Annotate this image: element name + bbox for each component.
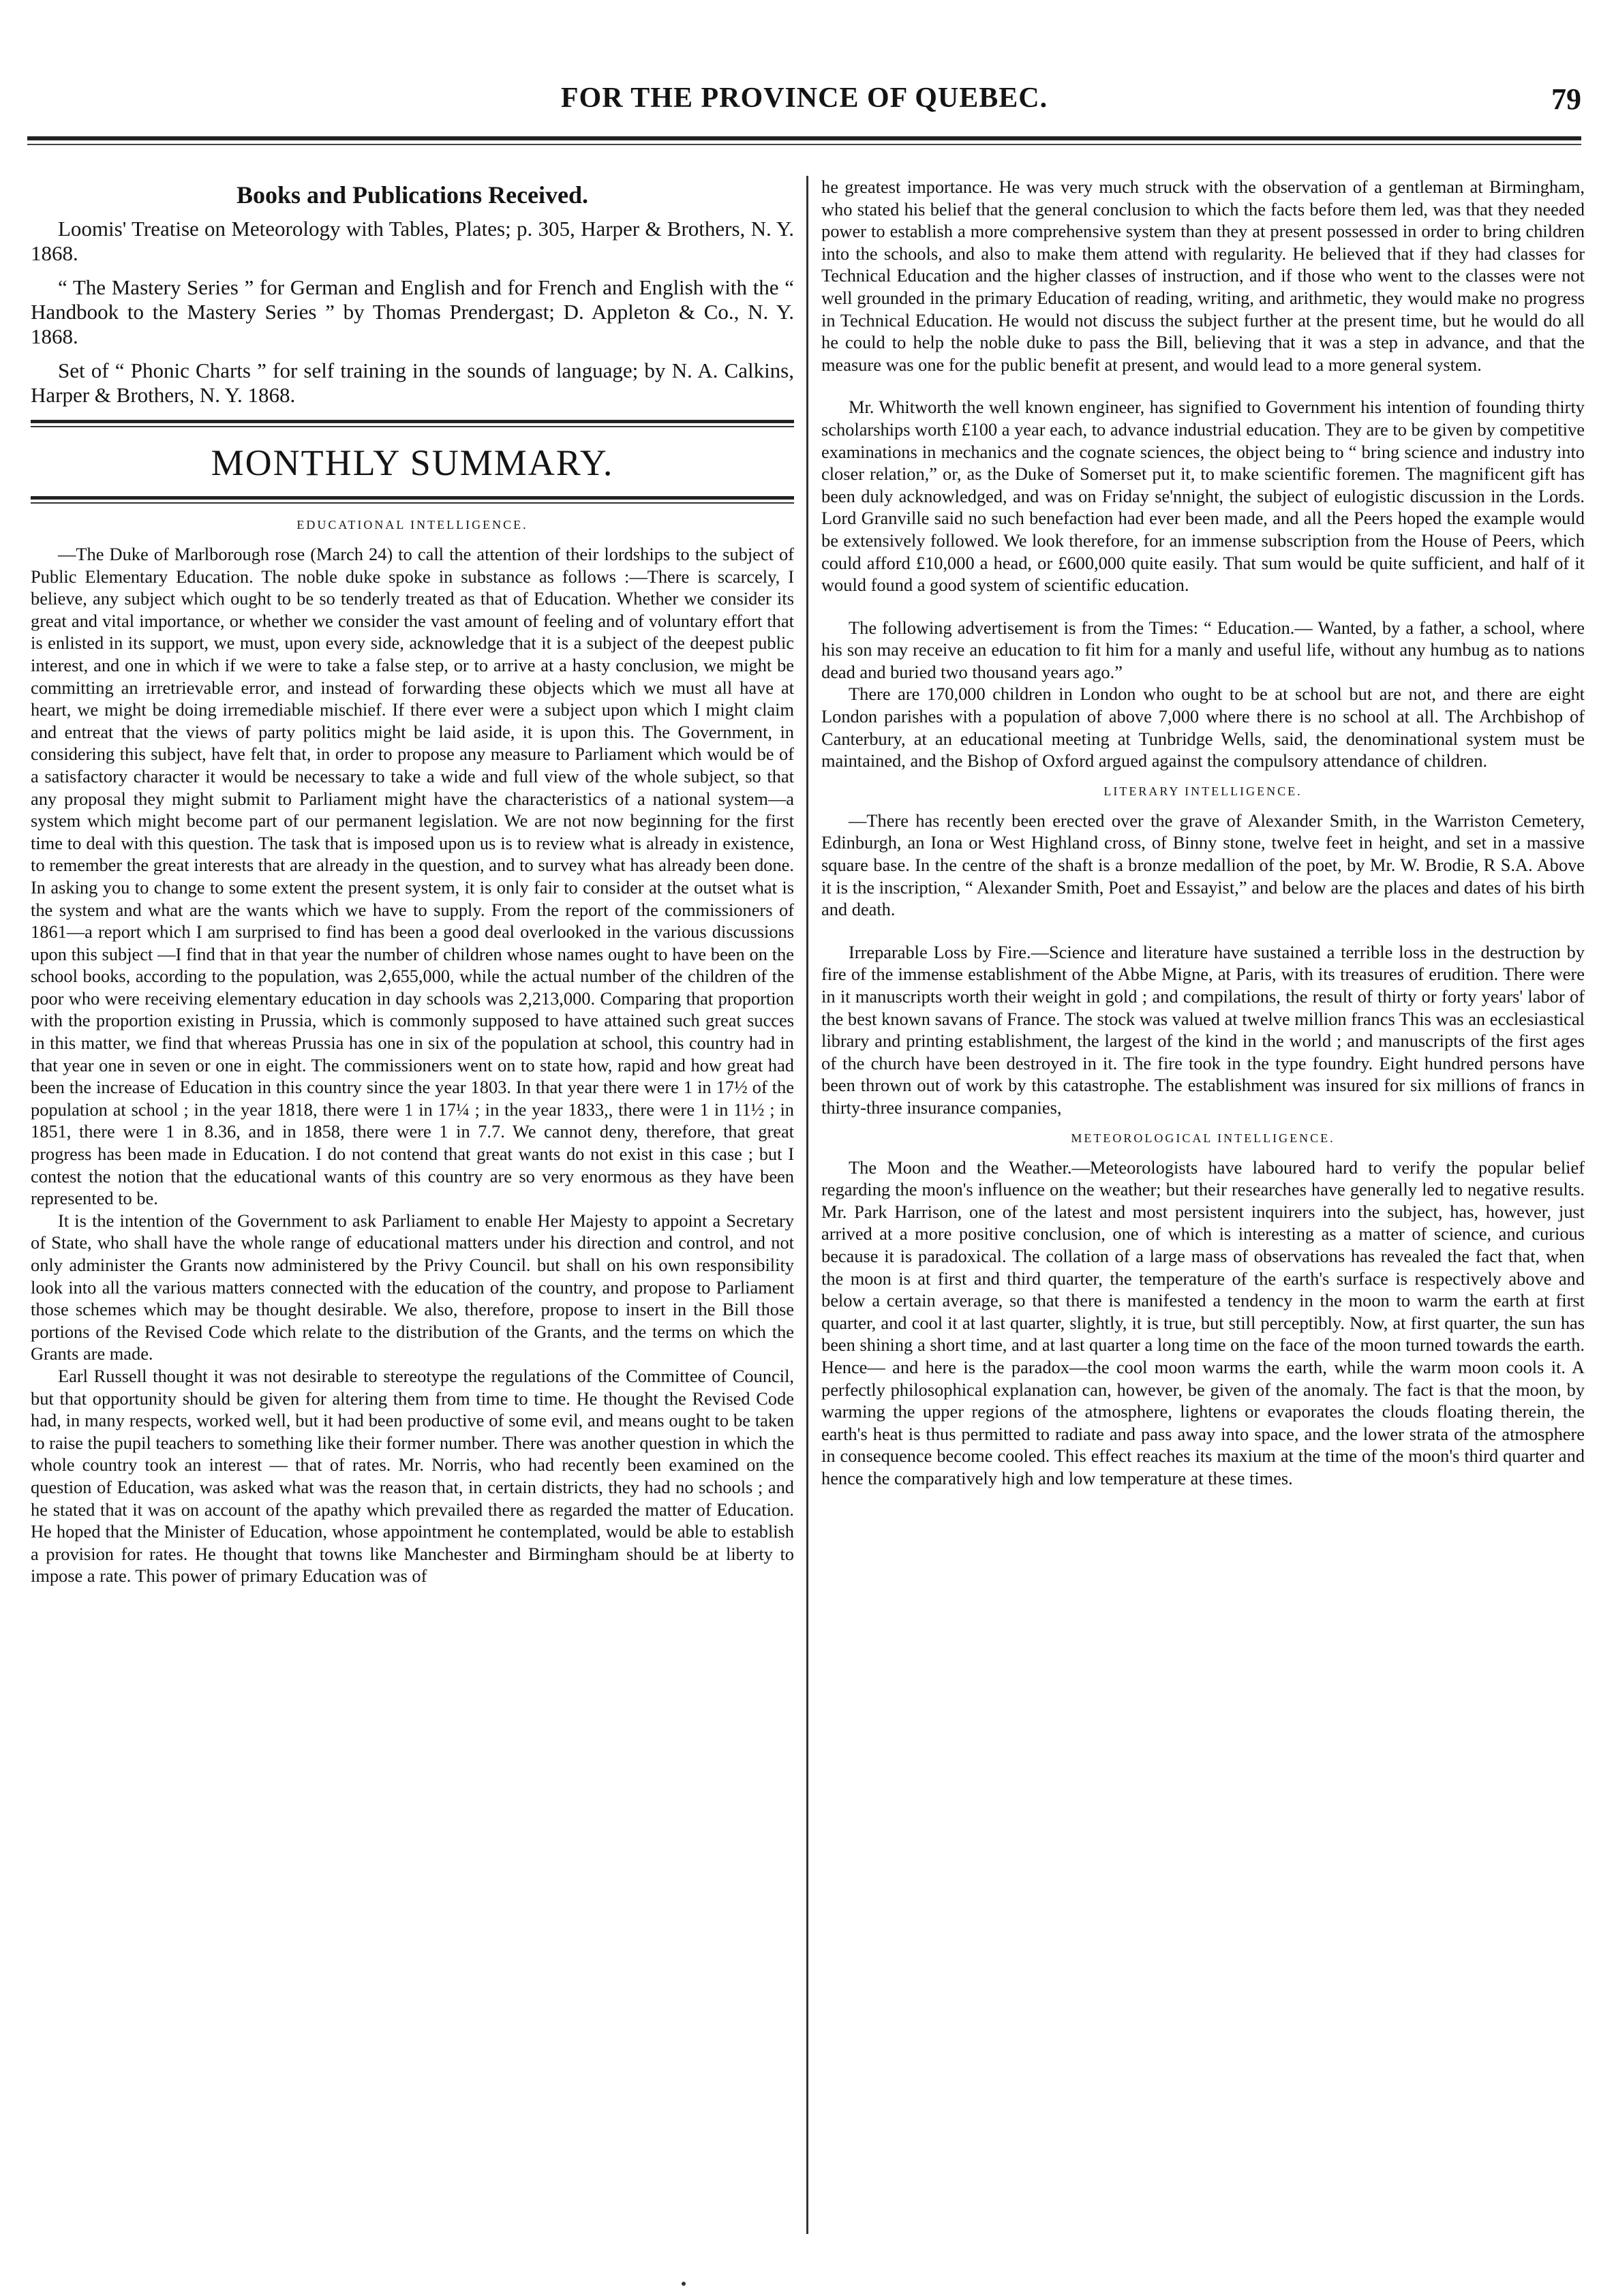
article-paragraph: There are 170,000 children in London who ought to be at school but are not, and there are eight London parishes with a population of above 7,000 where there is no school at all. The Archbishop of Canterbury, at an educational meeting at Tunbridge Wells, said, the denominational system must be maintained, and the Bishop of Oxford argued against the compulsory attendance of children. (821, 684, 1585, 771)
paragraph-gap (821, 921, 1585, 941)
literary-heading: LITERARY INTELLIGENCE. (1103, 784, 1303, 798)
article-paragraph: Irreparable Loss by Fire.—Science and literature have sustained a terrible loss in the destruction by fire of the immense establishment of the Abbe Migne, at Paris, with its treasures of erudition. There were in it manuscripts worth their weight in gold ; and compilations, the result of thirty or forty years' labor of the best known savans of France. The stock was valued at twelve million francs This was an ecclesiastical library and printing establishment, the largest of the kind in the world ; and manuscripts of the first ages of the church have been destroyed in it. The fire took in the type foundry. Eight hundred persons have been thrown out of work by this catastrophe. The establishment was insured for six millions of francs in thirty-three insurance companies, (821, 941, 1585, 1118)
paragraph-gap (821, 596, 1585, 617)
section-rule-thick (31, 496, 794, 500)
section-rule-thick (31, 420, 794, 423)
article-paragraph: The following advertisement is from the Times: “ Education.— Wanted, by a father, a school, where his son may receive an education to fit him for a manly and useful life, without any humbug as to nations dead and buried two thousand years ago.” (821, 617, 1585, 682)
meteorological-heading: METEOROLOGICAL INTELLIGENCE. (1071, 1131, 1335, 1145)
book-entry-loomis: Loomis' Treatise on Meteorology with Tables, Plates; p. 305, Harper & Brothers, N. Y. 1868. (31, 217, 794, 265)
paragraph-gap (821, 376, 1585, 396)
section-rule (31, 496, 794, 506)
section-rule-thin (31, 426, 794, 427)
page-number: 79 (1551, 82, 1581, 116)
left-column (31, 176, 794, 1587)
book-entry-phonic-charts: Set of “ Phonic Charts ” for self training in the sounds of language; by N. A. Calkins, Harper & Brothers, N. Y. 1868. (31, 358, 794, 407)
column-divider (806, 176, 808, 2234)
printer-mark (682, 2282, 686, 2286)
article-paragraph: —There has recently been erected over the grave of Alexander Smith, in the Warriston Cemetery, Edinburgh, an Iona or West Highland cross, of Binny stone, twelve feet in height, and set in a massive square base. In the centre of the shaft is a bronze medallion of the poet, by Mr. W. Brodie, R S.A. Above it is the inscription, “ Alexander Smith, Poet and Essayist,” and below are the places and dates of his birth and death. (821, 810, 1585, 920)
books-heading: Books and Publications Received. (236, 181, 589, 209)
article-paragraph: Earl Russell thought it was not desirable to stereotype the regulations of the Committee of Council, but that opportunity should be given for altering them from time to time. He thought the Revised Code had, in many respects, worked well, but it had been productive of some evil, and means ought to be taken to raise the pupil teachers to something like their former number. There was another question in which the whole country took an interest — that of rates. Mr. Norris, who had recently been examined on the question of Education, was asked what was the reason that, in certain districts, they had no schools ; and he stated that it was on account of the apathy which prevailed there as regarded the matter of Education. He hoped that the Minister of Education, whose appointment he contemplated, would be able to establish a provision for rates. He thought that towns like Manchester and Birmingham should be at liberty to impose a rate. This power of primary Education was of (31, 1365, 794, 1587)
article-paragraph: It is the intention of the Government to ask Parliament to enable Her Majesty to appoint a Secretary of State, who shall have the whole range of educational matters under his direction and control, and not only administer the Grants now administered by the Privy Council. but shall on his own responsibility look into all the various matters connected with the education of the country, and propose to Parliament those schemes which may be thought desirable. We also, therefore, propose to insert in the Bill those portions of the Revised Code which relate to the distribution of the Grants, and the terms on which the Grants are made. (31, 1210, 794, 1364)
header-rule (27, 136, 1581, 147)
header-rule-thin (27, 144, 1581, 145)
article-paragraph: The Moon and the Weather.—Meteorologists have laboured hard to verify the popular belief regarding the moon's influence on the weather; but their researches have generally led to negative results. Mr. Park Harrison, one of the latest and most persistent inquirers into the subject, has, however, just arrived at a more positive conclusion, one of which is interesting as a matter of science, and curious because it is paradoxical. The collation of a large mass of observations has revealed the fact that, when the moon is at first and third quarter, the temperature of the earth's surface is respectively above and below a certain average, so that there is manifested a tendency in the moon to warm the earth at first quarter, and cool it at last quarter, slightly, it is true, but still perceptibly. Now, at first quarter, the sun has been shining a short time, and at last quarter a long time on the face of the moon turned towards the earth. Hence— and here is the paradox—the cool moon warms the earth, while the warm moon cools it. A perfectly philosophical explanation can, however, be given of the anomaly. The fact is that the moon, by warming the upper regions of the atmosphere, lightens or evaporates the clouds floating therein, the earth's heat is thus permitted to radiate and pass away into space, and the lower strata of the atmosphere in consequence become cooled. This effect reaches its maxium at the time of the moon's third quarter and hence the comparatively high and low temperature at these times. (821, 1157, 1585, 1488)
section-rule-thin (31, 502, 794, 504)
running-head (27, 82, 1581, 125)
running-title: FOR THE PROVINCE OF QUEBEC. (560, 82, 1048, 114)
monthly-summary-title: MONTHLY SUMMARY. (211, 442, 614, 483)
header-rule-thick (27, 136, 1581, 140)
educational-heading: EDUCATIONAL INTELLIGENCE. (296, 518, 528, 532)
section-rule (31, 420, 794, 429)
book-entry-mastery-series: “ The Mastery Series ” for German and English and for French and English with the “ Handbook to the Mastery Series ” by Thomas Prendergast; D. Appleton & Co., N. Y. 1868. (31, 275, 794, 348)
right-column (821, 176, 1585, 1489)
article-paragraph: Mr. Whitworth the well known engineer, has signified to Government his intention of founding thirty scholarships worth £100 a year each, to advance industrial education. They are to be given by competitive examinations in mechanics and the cognate sciences, the object being to “ bring science and industry into closer relation,” or, as the Duke of Somerset put it, to make scientific foremen. The magnificent gift has been duly acknowledged, and was on Friday se'nnight, the subject of eulogistic discussion in the Lords. Lord Granville said no such benefaction had ever been made, and all the Peers hoped the example would be extensively followed. We look therefore, for an immense subscription from the House of Peers, which could afford £10,000 a head, or £600,000 quite easily. That sum would be quite sufficient, and half of it would found a good system of scientific education. (821, 397, 1585, 596)
article-paragraph: he greatest importance. He was very much struck with the observation of a gentleman at Birmingham, who stated his belief that the general conclusion to which the facts before them led, was that they needed power to establish a more comprehensive system than they at present possessed in order to bring children into the schools, and also to make them attend with regularity. He believed that if they had classes for Technical Education and the higher classes of instruction, and if those who went to the classes were not well grounded in the primary Education of reading, writing, and arithmetic, they would make no progress in Technical Education. He would not discuss the subject further at the present time, but he would do all he could to help the noble duke to pass the Bill, believing that it was a step in advance, and that the measure was one for the public benefit at present, and would lead to a more general system. (821, 177, 1585, 375)
article-paragraph: —The Duke of Marlborough rose (March 24) to call the attention of their lordships to the subject of Public Elementary Education. The noble duke spoke in substance as follows :—There is scarcely, I believe, any subject which ought to be so tenderly treated as that of Education. Whether we consider its great and vital importance, or whether we consider the vast amount of feeling and of voluntary effort that is enlisted in its support, we must, upon every side, acknowledge that it is a subject of the deepest public interest, and one in which if we were to take a false step, or to arrive at a hasty conclusion, we might be committing an irretrievable error, and instead of forwarding these objects which we must all have at heart, we might be doing irremediable mischief. If there ever were a subject upon which I might claim and entreat that the views of party politics might be laid aside, it is upon this. The Government, in considering this subject, have felt that, in order to propose any measure to Parliament which would be of a satisfactory character it would be necessary to take a wide and full view of the whole subject, so that any proposal they might submit to Parliament might have the characteristics of a national system—a system which might become part of our permanent legislation. We are not now beginning for the first time to deal with this question. The task that is imposed upon us is to review what is already in existence, to remember the great interests that are already in the question, and to survey what has already been done. In asking you to change to some extent the present system, it is only fair to consider at the outset what is the system and what are the wants which we have to supply. From the report of the commissioners of 1861—a report which I am surprised to find has been a good deal overlooked in the various discussions upon this subject —I find that in that year the number of children whose names ought to have been on the school books, according to the population, was 2,655,000, while the actual number of the children of the poor who were receiving elementary education in day schools was 2,213,000. Comparing that proportion with the proportion existing in Prussia, which is commonly supposed to have attained such great succes in this matter, we find that whereas Prussia has one in six of the population at school, this country had in that year one in seven or one in eight. The commissioners went on to state how, rapid and how great had been the increase of Education in this country since the year 1803. In that year there were 1 in 17½ of the population at school ; in the year 1818, there were 1 in 17¼ ; in the year 1833,, there were 1 in 11½ ; in 1851, there were 1 in 8.36, and in 1858, there were 1 in 7.7. We cannot deny, therefore, that great progress has been made in Education. I do not contend that great wants do not exist in this case ; but I contest the notion that the educational wants of this country are so very enormous as they have been represented to be. (31, 544, 794, 1209)
